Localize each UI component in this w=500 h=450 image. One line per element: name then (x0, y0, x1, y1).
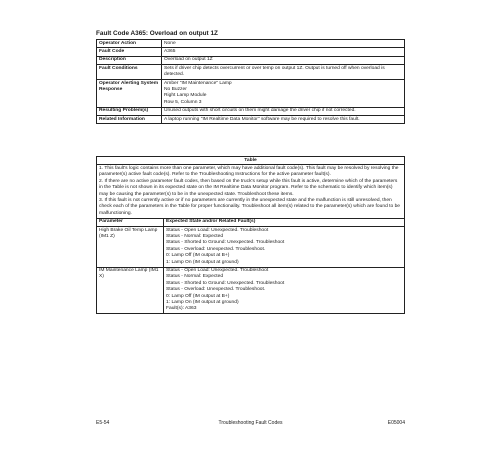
value-line: Row 5, Column 3 (164, 99, 202, 105)
value-line: None (164, 40, 176, 46)
value-line: 0: Lamp Off (IM output at B+) (166, 253, 230, 259)
value-line: Unused outputs with short circuits on them might damage the driver chip if not corrected. (164, 108, 356, 114)
value-line: A365 (164, 48, 176, 54)
table-header-row (97, 218, 405, 226)
table-row (97, 56, 405, 64)
document-title: Fault Code A365: Overload on output 1Z (96, 30, 218, 37)
row-value (162, 40, 405, 48)
table-row (97, 80, 405, 108)
row-key: Fault Code (97, 48, 162, 56)
table-row (97, 40, 405, 48)
value-line: Overload on output 1Z (164, 57, 213, 63)
row-key: Related Information (97, 116, 162, 124)
note-paragraph: 1. This fault's logic contains more than one parameter, which may have additional fault code(s). This fault may be resolved by resolving the parameter(s) active fault code(s). Refer to the Troubleshooting Instructions for the active parameter fault(s). (99, 165, 399, 178)
value-line: Status - Open Load: Unexpected. Troubleshoot (166, 227, 269, 233)
parameter-cell: High Brake Oil Temp Lamp (IM1 Z) (97, 227, 164, 267)
value-line: Amber "IM Maintenance" Lamp (164, 80, 232, 86)
value-line: Status - Normal: Expected (166, 233, 224, 239)
expected-cell (164, 227, 405, 267)
table-row (97, 227, 405, 267)
value-line: 1: Lamp On (IM output at ground) (166, 259, 239, 265)
table-caption: Table (97, 157, 405, 165)
row-value (162, 116, 405, 124)
note-paragraph: 3. If this fault is not currently active or if no parameters are currently in the unexpected state and the malfunction is still unresolved, then check each of the parameters in the Table for proper functionality. Troubleshoot all item(s) related to the parameter(s) which are found to be malfunctioning. (99, 197, 401, 216)
document-code: E05004 (387, 420, 405, 426)
value-line: Status - Shorted to Ground: Unexpected. Troubleshoot (166, 240, 285, 246)
table-row (97, 65, 405, 80)
row-key (97, 80, 162, 108)
table-row (97, 116, 405, 124)
value-line: Status - Open Load: Unexpected. Troubleshoot (166, 268, 269, 273)
row-value (162, 48, 405, 56)
parameter-table (96, 156, 405, 314)
section-title: Troubleshooting Fault Codes (218, 420, 283, 426)
value-line: Right Lamp Module (164, 93, 207, 99)
value-line: Status - Overload: Unexpected. Troubleshoot. (166, 246, 266, 252)
value-line: 1: Lamp On (IM output at ground) (166, 300, 239, 306)
troubleshooting-notes (97, 165, 405, 218)
value-line: Status - Overload: Unexpected. Troubleshoot. (166, 287, 266, 293)
page-number: E5-54 (96, 420, 110, 426)
table-row (97, 107, 405, 115)
value-line: 0: Lamp Off (IM output at B+) (166, 293, 230, 299)
parameter-cell: IM Maintenance Lamp (IM1 X) (97, 267, 164, 314)
table-row (97, 48, 405, 56)
value-line: No Buzzer (164, 86, 187, 92)
column-header-expected: Expected State and/or Related Fault(s) (164, 218, 405, 226)
expected-cell (164, 267, 405, 314)
row-value (162, 56, 405, 64)
row-key: Resulting Problem(s) (97, 107, 162, 115)
fault-code-table (96, 39, 405, 124)
value-line: Sets if driver chip detects overcurrent or over temp on output 1Z. Output is turned off when overload is detected. (164, 65, 385, 78)
note-paragraph: 2. If there are no active parameter fault codes, then based on the truck's setup while this fault is active, determine which of the parameters in the Table is not shown in its expected state on the IM Realtime Data Monitor program. Refer to the schematic to identify which item(s) may be causing the parameter(s) to be in the unexpected state. Troubleshoot these items. (99, 178, 398, 197)
row-key: Description (97, 56, 162, 64)
value-line: A laptop running "IM Realtime Data Monitor" software may be required to resolve this fault. (164, 116, 360, 122)
column-header-parameter: Parameter (97, 218, 164, 226)
value-line: Fault(s): A363 (166, 306, 197, 312)
row-key: Fault Conditions (97, 65, 162, 80)
value-line: Status - Normal: Expected (166, 274, 224, 280)
value-line: Status - Shorted to Ground: Unexpected. Troubleshoot (166, 280, 285, 286)
notes-row (97, 165, 405, 218)
table-row (97, 267, 405, 314)
table-caption-row (97, 157, 405, 165)
row-key: Operator Action (97, 40, 162, 48)
row-value (162, 65, 405, 80)
row-value (162, 80, 405, 108)
row-value (162, 107, 405, 115)
row-key-text: Operator Alerting System Response (99, 80, 159, 92)
page-footer (96, 420, 405, 427)
